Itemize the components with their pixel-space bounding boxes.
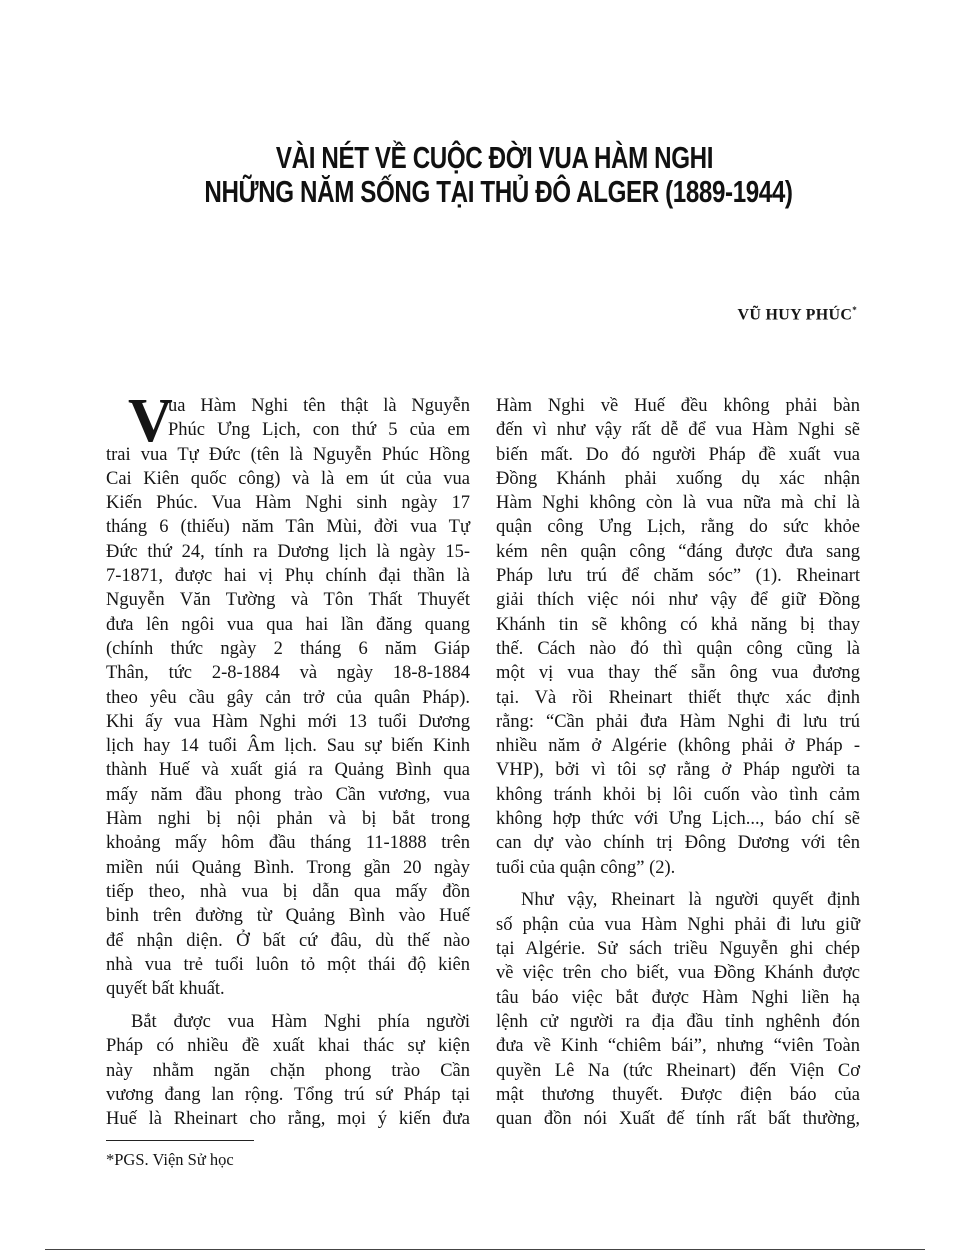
text-line: ua Hàm Nghi tên thật là Nguyễn	[168, 396, 470, 416]
text-line: quận công Ưng Lịch, rằng do sức khỏe	[496, 517, 860, 538]
text-line: trai vua Tự Đức (tên là Nguyễn Phúc Hồng	[106, 444, 470, 465]
text-line: đến vì như vậy rất dễ để vua Hàm Nghi sẽ	[496, 420, 860, 441]
drop-cap: V	[128, 387, 173, 455]
text-line: Hàm nghi bị nội phản và bị bắt trong	[106, 809, 470, 830]
text-line: rằng: “Cần phải đưa Hàm Nghi đi lưu trú	[496, 711, 860, 732]
footnote-divider	[106, 1140, 254, 1141]
text-line: Bắt được vua Hàm Nghi phía người	[131, 1011, 470, 1032]
text-line: tiếp theo, nhà vua bị dẫn qua mấy đồn	[106, 881, 470, 902]
text-line: đưa về Kinh “chiêm bái”, nhưng “viên Toàn	[496, 1036, 860, 1057]
text-line: Kiến Phúc. Vua Hàm Nghi sinh ngày 17	[106, 493, 470, 514]
article-title-line-1: VÀI NÉT VỀ CUỘC ĐỜI VUA HÀM NGHI	[275, 140, 714, 175]
text-line: vương đang lan rộng. Tổng trú sứ Pháp tại	[106, 1084, 470, 1105]
text-line: Nguyễn Văn Tường và Tôn Thất Thuyết	[106, 590, 470, 611]
text-line: biến mất. Do đó người Pháp đề xuất vua	[496, 444, 860, 465]
text-line: một vị vua thay thế sẵn ông vua đương	[496, 663, 860, 684]
text-line: Đồng Khánh phải xuống dụ xác nhận	[496, 468, 860, 489]
text-line: về việc trên cho biết, vua Đồng Khánh được	[496, 963, 860, 984]
text-line: tháng 6 (thiếu) năm Tân Mùi, đời vua Tự	[106, 517, 470, 538]
text-line: giải thích việc nói như vậy để giữ Đồng	[496, 590, 860, 611]
text-line: thành Huế và xuất giá ra Quảng Bình qua	[106, 760, 470, 781]
text-line: nhà vua trẻ tuổi luôn tỏ một thái độ kiên	[106, 954, 470, 975]
author-name: VŨ HUY PHÚC	[737, 306, 853, 324]
text-line: nhiều năm ở Algérie (không phải ở Pháp -	[496, 736, 860, 757]
article-title-line-2: NHỮNG NĂM SỐNG TẠI THỦ ĐÔ ALGER (1889-1944)	[204, 174, 793, 209]
text-line: không hợp thức với Ưng Lịch..., báo chí sẽ	[496, 809, 860, 830]
text-line: Thân, tức 2-8-1884 và ngày 18-8-1884	[106, 663, 470, 684]
right-column	[496, 394, 860, 1131]
text-line: Khánh tin sẽ không có khả năng bị thay	[496, 614, 860, 635]
text-line: Hàm Nghi về Huế đều không phải bàn	[496, 396, 860, 416]
text-line: miền núi Quảng Bình. Trong gần 20 ngày	[106, 857, 470, 878]
left-column	[106, 387, 470, 1131]
text-line: không tránh khỏi bị lôi cuốn vào tình cảm	[496, 784, 860, 805]
text-line: Đức thứ 24, tính ra Dương lịch là ngày 15-	[106, 541, 470, 562]
text-line: đưa lên ngôi vua qua hai lần đăng quang	[106, 614, 470, 635]
text-line: tâu báo việc bắt được Hàm Nghi liền hạ	[496, 987, 860, 1008]
footnote: *PGS. Viện Sử học	[106, 1150, 234, 1169]
text-line: theo yêu cầu gây cản trở của quân Pháp).	[106, 687, 470, 708]
text-line: 7-1871, được hai vị Phụ chính đại thần là	[106, 566, 470, 587]
text-line: lệnh cử người ra địa đầu tỉnh nghênh đón	[496, 1011, 860, 1032]
text-line: tại. Và rồi Rheinart thiết thực xác định	[496, 687, 860, 708]
text-line: quyền Lê Na (tức Rheinart) đến Viện Cơ	[496, 1060, 860, 1081]
text-line: Phúc Ưng Lịch, con thứ 5 của em	[168, 420, 470, 441]
text-line: Hàm Nghi không còn là vua nữa mà chỉ là	[496, 493, 860, 514]
author-footnote-mark: *	[852, 305, 857, 315]
text-line: số phận của vua Hàm Nghi phải đi lưu giữ	[496, 914, 860, 935]
text-line: (chính thức ngày 2 tháng 6 năm Giáp	[106, 638, 470, 659]
text-line: quyết bất khuất.	[106, 979, 225, 1000]
text-line: lịch hay 14 tuổi Âm lịch. Sau sự biến Kinh	[106, 736, 470, 757]
text-line: này nhằm ngăn chặn phong trào Cần	[106, 1060, 470, 1081]
text-line: quan đồn nói Xuất đế tính rất bất thường,	[496, 1109, 860, 1130]
text-line: kém nên quận công “đáng được đưa sang	[496, 541, 860, 562]
text-line: mật thương thuyết. Được điện báo của	[496, 1084, 860, 1105]
paragraph-gap	[106, 1001, 470, 1010]
text-line: can dự vào chính trị Đông Dương với tên	[496, 833, 860, 854]
text-line: mấy năm đầu phong trào Cần vương, vua	[106, 784, 470, 805]
text-line: để nhận diện. Ở bất cứ đâu, dù thế nào	[106, 930, 470, 951]
paragraph-gap	[496, 880, 860, 889]
author-byline	[737, 305, 857, 324]
text-line: Pháp lưu trú để chăm sóc” (1). Rheinart	[496, 566, 860, 587]
text-line: VHP), bởi vì tôi sợ rằng ở Pháp người ta	[496, 760, 860, 781]
text-line: Pháp có nhiều đề xuất khai thác sự kiện	[106, 1036, 470, 1057]
text-line: binh trên đường từ Quảng Bình vào Huế	[106, 906, 470, 927]
page-bottom-rule	[45, 1249, 925, 1250]
text-line: tại Algérie. Sử sách triều Nguyễn ghi chép	[496, 939, 860, 960]
text-line: tuổi của quận công” (2).	[496, 857, 676, 878]
text-line: Như vậy, Rheinart là người quyết định	[521, 890, 860, 911]
text-line: Huế là Rheinart cho rằng, mọi ý kiến đưa	[106, 1109, 470, 1130]
text-line: Cai Kiên quốc công) và là em út của vua	[106, 468, 470, 489]
text-line: thế. Cách nào đó thì quận công cũng là	[496, 638, 860, 659]
text-line: Khi ấy vua Hàm Nghi mới 13 tuổi Dương	[106, 711, 470, 732]
text-line: khoảng mấy hôm đầu tháng 11-1888 trên	[106, 833, 470, 854]
